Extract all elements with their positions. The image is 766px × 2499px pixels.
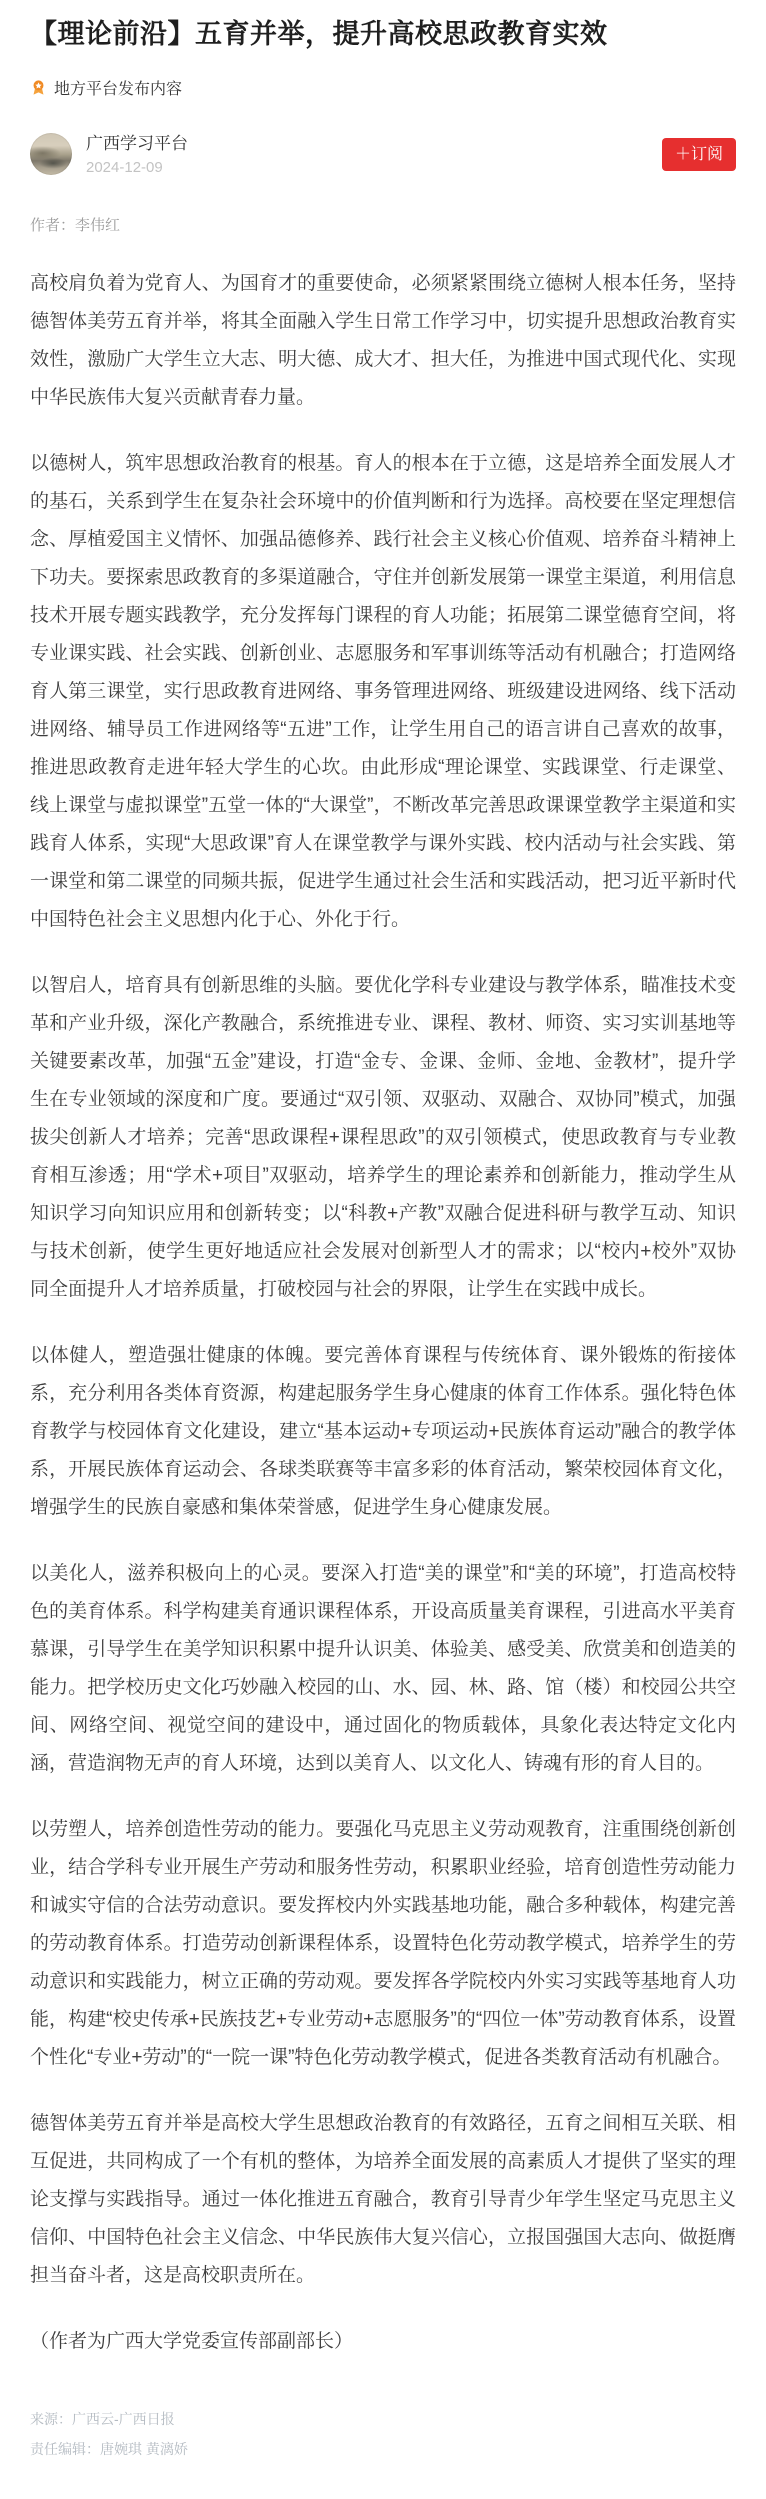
content-tag xyxy=(30,76,736,99)
platform-name[interactable]: 广西学习平台 xyxy=(86,134,188,154)
paragraph-2: 以德树人，筑牢思想政治教育的根基。育人的根本在于立德，这是培养全面发展人才的基石，关系到学生在复杂社会环境中的价值判断和行为选择。高校要在坚定理想信念、厚植爱国主义情怀、加强品德修养、践行社会主义核心价值观、培养奋斗精神上下功夫。要探索思政教育的多渠道融合，守住并创新发展第一课堂主渠道，利用信息技术开展专题实践教学，充分发挥每门课程的育人功能；拓展第二课堂德育空间，将专业课实践、社会实践、创新创业、志愿服务和军事训练等活动有机融合；打造网络育人第三课堂，实行思政教育进网络、事务管理进网络、班级建设进网络、线下活动进网络、辅导员工作进网络等“五进”工作，让学生用自己的语言讲自己喜欢的故事，推进思政教育走进年轻大学生的心坎。由此形成“理论课堂、实践课堂、行走课堂、线上课堂与虚拟课堂”五堂一体的“大课堂”，不断改革完善思政课课堂教学主渠道和实践育人体系，实现“大思政课”育人在课堂教学与课外实践、校内活动与社会实践、第一课堂和第二课堂的同频共振，促进学生通过社会生活和实践活动，把习近平新时代中国特色社会主义思想内化于心、外化于行。 xyxy=(30,452,736,930)
source-meta xyxy=(86,133,662,175)
publish-date: 2024-12-09 xyxy=(86,158,163,176)
article-footer xyxy=(30,2409,736,2460)
ribbon-badge-icon xyxy=(30,79,47,96)
subscribe-button[interactable]: ＋订阅 xyxy=(662,138,736,171)
editor-line: 责任编辑：唐婉琪 黄漓娇 xyxy=(30,2440,188,2457)
paragraph-7: 德智体美劳五育并举是高校大学生思想政治教育的有效路径，五育之间相互关联、相互促进，共同构成了一个有机的整体，为培养全面发展的高素质人才提供了坚实的理论支撑与实践指导。通过一体化推进五育融合，教育引导青少年学生坚定马克思主义信仰、中国特色社会主义信念、中华民族伟大复兴信心，立报国强国大志向、做挺膺担当奋斗者，这是高校职责所在。 xyxy=(30,2112,736,2286)
paragraph-3: 以智启人，培育具有创新思维的头脑。要优化学科专业建设与教学体系，瞄准技术变革和产业升级，深化产教融合，系统推进专业、课程、教材、师资、实习实训基地等关键要素改革，加强“五金”建设，打造“金专、金课、金师、金地、金教材”，提升学生在专业领域的深度和广度。要通过“双引领、双驱动、双融合、双协同”模式，加强拔尖创新人才培养；完善“思政课程+课程思政”的双引领模式，使思政教育与专业教育相互渗透；用“学术+项目”双驱动，培养学生的理论素养和创新能力，推动学生从知识学习向知识应用和创新转变；以“科教+产教”双融合促进科研与教学互动、知识与技术创新，使学生更好地适应社会发展对创新型人才的需求；以“校内+校外”双协同全面提升人才培养质量，打破校园与社会的界限，让学生在实践中成长。 xyxy=(30,974,736,1300)
paragraph-6: 以劳塑人，培养创造性劳动的能力。要强化马克思主义劳动观教育，注重围绕创新创业，结合学科专业开展生产劳动和服务性劳动，积累职业经验，培育创造性劳动能力和诚实守信的合法劳动意识。要发挥校内外实践基地功能，融合多种载体，构建完善的劳动教育体系。打造劳动创新课程体系，设置特色化劳动教学模式，培养学生的劳动意识和实践能力，树立正确的劳动观。要发挥各学院校内外实习实践等基地育人功能，构建“校史传承+民族技艺+专业劳动+志愿服务”的“四位一体”劳动教育体系，设置个性化“专业+劳动”的“一院一课”特色化劳动教学模式，促进各类教育活动有机融合。 xyxy=(30,1818,736,2068)
platform-avatar[interactable] xyxy=(30,133,72,175)
content-tag-label: 地方平台发布内容 xyxy=(54,81,183,99)
article-body xyxy=(30,265,736,2361)
paragraph-5: 以美化人，滋养积极向上的心灵。要深入打造“美的课堂”和“美的环境”，打造高校特色的美育体系。科学构建美育通识课程体系，开设高质量美育课程，引进高水平美育慕课，引导学生在美学知识积累中提升认识美、体验美、感受美、欣赏美和创造美的能力。把学校历史文化巧妙融入校园的山、水、园、林、路、馆（楼）和校园公共空间、网络空间、视觉空间的建设中，通过固化的物质载体，具象化表达特定文化内涵，营造润物无声的育人环境，达到以美育人、以文化人、铸魂有形的育人目的。 xyxy=(30,1562,736,1774)
paragraph-4: 以体健人，塑造强壮健康的体魄。要完善体育课程与传统体育、课外锻炼的衔接体系，充分利用各类体育资源，构建起服务学生身心健康的体育工作体系。强化特色体育教学与校园体育文化建设，建立“基本运动+专项运动+民族体育运动”融合的教学体系，开展民族体育运动会、各球类联赛等丰富多彩的体育活动，繁荣校园体育文化，增强学生的民族自豪感和集体荣誉感，促进学生身心健康发展。 xyxy=(30,1344,736,1518)
author-line: 作者：李伟红 xyxy=(30,216,121,234)
author-note: （作者为广西大学党委宣传部副部长） xyxy=(30,2330,354,2352)
page-title: 【理论前沿】五育并举，提升高校思政教育实效 xyxy=(30,19,608,49)
paragraph-1: 高校肩负着为党育人、为国育才的重要使命，必须紧紧围绕立德树人根本任务，坚持德智体美劳五育并举，将其全面融入学生日常工作学习中，切实提升思想政治教育实效性，激励广大学生立大志、明大德、成大才、担大任，为推进中国式现代化、实现中华民族伟大复兴贡献青春力量。 xyxy=(30,272,736,408)
source-bar xyxy=(30,133,736,175)
source-line: 来源：广西云-广西日报 xyxy=(30,2410,175,2427)
